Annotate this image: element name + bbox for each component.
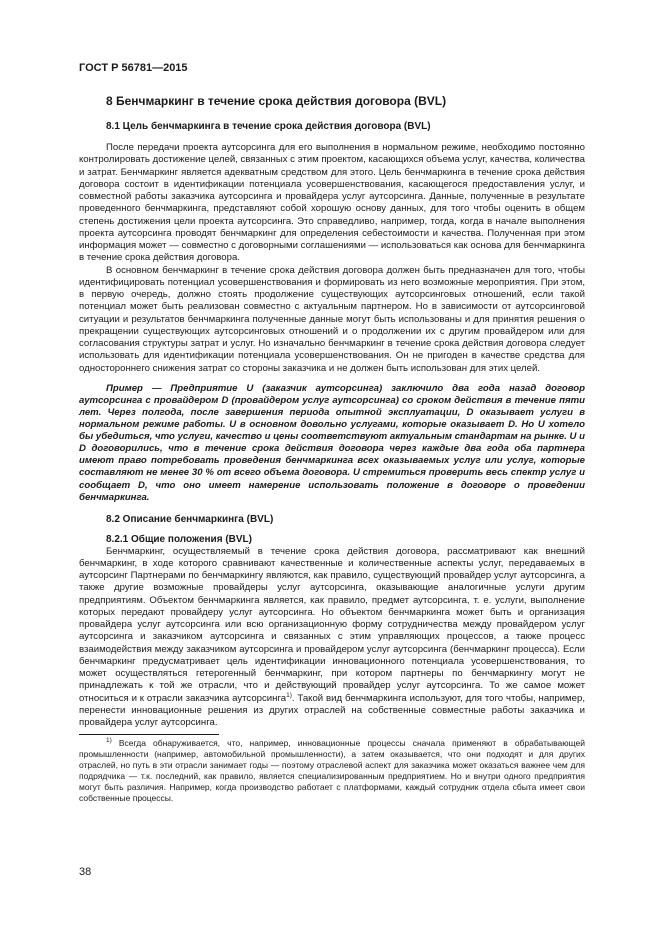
clause-title: 8.2.1 Общие положения (BVL)	[106, 533, 252, 545]
page-number: 38	[79, 866, 92, 878]
footnote	[79, 738, 585, 804]
footnote-mark: 1)	[106, 737, 112, 745]
paragraph-text: Такой вид бенчмаркинга используют, для того чтобы, например, перенести инновационные решения из других отраслей на собственные совместные работы заказчика и провайдера услуг аутсорсинга.	[79, 692, 585, 729]
page-content	[79, 94, 585, 804]
paragraph: Бенчмаркинг, осуществляемый в течение срока действия договора, рассматривают как внешний бенчмаркинг, в ходе которого сравнивают качественные и количественные аспекты услуг, передаваемых в аутсорсинг Партнерами по бенчмаркингу являются, как правило, существующий провайдер услуг аутсорсинга, а также другие возможные провайдеры услуг аутсорсинга, оказывающие аналогичные услуги другим предприятиям. Объектом бенчмаркинга является, как правило, предмет аутсорсинга, т. е. услуги, выполнение которых передают провайдеру услуг аутсорсинга. Но объектом бенчмаркинга может быть и организация провайдера услуг аутсорсинга или всю организационную форму сотрудничества между провайдером услуг аутсорсинга и заказчиком аутсорсинга и связанных с этим управляющих процессов, а также процесс взаимодействия между заказчиком аутсорсинга и провайдером услуг аутсорсинга (бенчмаркинг процесса). Если бенчмаркинг предусматривает цель идентификации инновационного потенциала усовершенствования, то может осуществляться гетерогенный бенчмаркинг, при котором партнеры по бенчмаркингу могут не принадлежать к той же отрасли, что и действующий провайдер услуг аутсорсинга. То же самое может относиться и к отрасли заказчика аутсорсинга$^{1)}$. Такой вид бенчмаркинга используют, для того чтобы, например, перенести инновационные решения из других отраслей на собственные совместные работы заказчика и провайдера услуг аутсорсинга.	[79, 545, 585, 729]
footnote-reference[interactable]: 1)	[286, 691, 292, 699]
footnote-text: Всегда обнаруживается, что, например, инновационные процессы сначала применяют в обрабатывающей промышленности (например, автомобильной промышленности), а затем оказывается, что они подходят и для других отраслей, но путь в эти отрасли занимает годы — поэтому отраслевой аспект для заказчика может оказаться важнее чем для подрядчика — т.к. последний, как правило, является специализированным предприятием. Но и внутри одного предприятия могут быть различия. Например, когда производство работает с платформами, каждый сотрудник отдела сбыта имеет свои собственные процессы.	[79, 738, 585, 804]
subsection-title: 8.1 Цель бенчмаркинга в течение срока действия договора (BVL)	[106, 121, 431, 132]
paragraph-text: Бенчмаркинг, осуществляемый в течение срока действия договора, рассматривают как внешний бенчмаркинг, в ходе которого сравнивают качественные и количественные аспекты услуг, передаваемых в аутсорсинг Партнерами по бенчмаркингу являются, как правило, существующий провайдер услуг аутсорсинга, а также другие возможные провайдеры услуг аутсорсинга, оказывающие аналогичные услуги другим предприятиям. Объектом бенчмаркинга является, как правило, предмет аутсорсинга, т. е. услуги, выполнение которых передают провайдеру услуг аутсорсинга. Но объектом бенчмаркинга может быть и организация провайдера услуг аутсорсинга или всю организационную форму сотрудничества между провайдером услуг аутсорсинга и заказчиком аутсорсинга и связанных с этим управляющих процессов, а также процесс взаимодействия между заказчиком аутсорсинга и провайдером услуг аутсорсинга (бенчмаркинг процесса). Если бенчмаркинг предусматривает цель идентификации инновационного потенциала усовершенствования, то может осуществляться гетерогенный бенчмаркинг, при котором партнеры по бенчмаркингу могут не принадлежать к той же отрасли, что и действующий провайдер услуг аутсорсинга. То же самое может относиться и к отрасли заказчика аутсорсинга	[79, 545, 585, 704]
paragraph: После передачи проекта аутсорсинга для его выполнения в нормальном режиме, необходимо постоянно контролировать достижение целей, связанных с этим проектом, касающихся объема услуг, качества, количества и затрат. Бенчмаркинг является адекватным средством для этого. Цель бенчмаркинга в течение срока действия договора состоит в идентификации потенциала усовершенствования, касающегося предоставления услуг, и совместной работы заказчика аутсорсинга и провайдера услуг аутсорсинга. Данные, полученные в результате проведенного бенчмаркинга, представляют собой хорошую основу данных, для того чтобы оценить в общем степень достижения цели проекта аутсорсинга. Это справедливо, например, тогда, когда в начале выполнения проекта аутсорсинга проводят бенчмаркинг для определения себестоимости и качества. Полученная при этом информация может — совместно с договорными соглашениями — использоваться как основа для бенчмаркинга в течение срока действия договора.	[79, 142, 585, 264]
section-title: 8 Бенчмаркинг в течение срока действия договора (BVL)	[106, 94, 447, 108]
document-code: ГОСТ Р 56781—2015	[79, 62, 188, 74]
example-paragraph: Пример — Предприятие U (заказчик аутсорсинга) заключило два года назад договор аутсорсинга с провайдером D (провайдером услуг аутсорсинга) со сроком действия в течение пяти лет. Через полгода, после завершения периода опытной эксплуатации, D оказывает услуги в нормальном режиме работы. U в основном довольно услугами, которые оказывает D. Но U хотело бы убедиться, что услуги, качество и цены соответствуют актуальным стандартам на рынке. U и D договорились, что в течение срока действия договора через каждые два года оба партнера имеют право потребовать проведения бенчмаркинга всех оказываемых услуг или услуг, которые составляют не менее 30 % от всего объема договора. U стремиться проверить весь спектр услуг и сообщает D, что оно имеет намерение использовать положение в договоре о проведении бенчмаркинга.	[79, 382, 585, 503]
paragraph: В основном бенчмаркинг в течение срока действия договора должен быть предназначен для того, чтобы идентифицировать потенциал усовершенствования и формировать из него возможные мероприятия. При этом, в первую очередь, должно стоять продолжение существующих аутсорсинговых отношений, если такой потенциал может быть реализован совместно с актуальным партнером. Но в зависимости от аутсорсинговой ситуации и результатов бенчмаркинга полученные данные могут быть использованы и для принятия решения о прекращении существующих аутсорсинговых отношений и о продолжении их с другим провайдером или для согласования структуры затрат и услуг. Но изначально бенчмаркинг в течение срока действия договора следует использовать для идентификации потенциала усовершенствования. Он не пригоден в качестве средства для одностороннего снижения затрат со стороны заказчика и не должен быть использован для этих целей.	[79, 264, 585, 374]
footnote-divider	[79, 734, 219, 735]
subsection-title: 8.2 Описание бенчмаркинга (BVL)	[106, 513, 274, 525]
